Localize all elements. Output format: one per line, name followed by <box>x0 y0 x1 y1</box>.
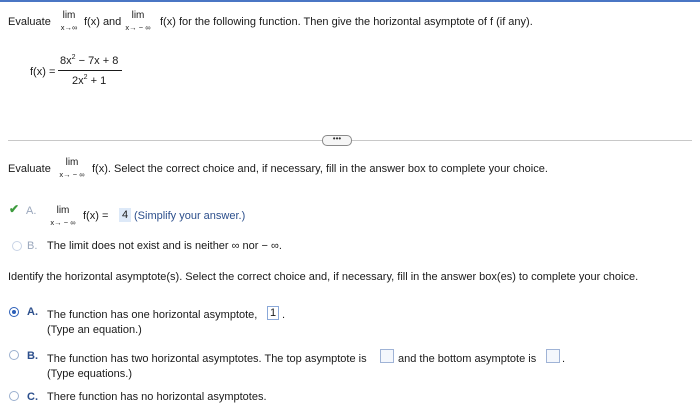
period-text: . <box>562 353 566 365</box>
part1-choice-a-text: f(x) = <box>83 210 109 222</box>
part1-answer-box[interactable]: 4 <box>119 208 131 222</box>
part1-prompt: f(x). Select the correct choice and, if necessary, fill in the answer box to complete your choice. <box>92 163 548 175</box>
function-denominator: $2x^2 + 1$ <box>72 74 107 87</box>
question-prefix: Evaluate <box>8 16 51 28</box>
part2-choice-a-hint: (Type an equation.) <box>47 324 142 336</box>
function-numerator: $8x^2 - 7x + 8$ <box>60 54 119 67</box>
function-lhs: f(x) = <box>30 66 56 78</box>
part2-choice-b-radio[interactable] <box>9 350 19 360</box>
part1-choice-b-text: The limit does not exist and is neither ∞ nor − ∞. <box>47 240 282 252</box>
part2-choice-c-text: There function has no horizontal asymptotes. <box>47 391 267 403</box>
part2-choice-b-text: The function has two horizontal asymptotes. The top asymptote is <box>47 353 367 365</box>
part1-choice-b-letter: B. <box>27 240 38 252</box>
part1-choice-b-radio[interactable] <box>12 241 22 251</box>
top-asymptote-input[interactable] <box>380 349 394 363</box>
limit-notation-neg-inf: lim x→ − ∞ <box>125 10 151 32</box>
correct-check-icon: ✔ <box>9 202 20 216</box>
question-fx-and: f(x) and <box>84 16 122 28</box>
part1-limit-notation: lim x→ − ∞ <box>59 157 85 179</box>
part1-prefix: Evaluate <box>8 163 51 175</box>
part2-choice-b-letter: B. <box>27 350 38 362</box>
part1-choice-a-letter: A. <box>26 205 37 217</box>
period-text: . <box>282 309 286 321</box>
bottom-asymptote-input[interactable] <box>546 349 560 363</box>
part2-choice-b-mid-text: and the bottom asymptote is <box>398 353 537 365</box>
part2-choice-a-text: The function has one horizontal asymptote, <box>47 309 258 321</box>
part1-choice-a-hint: (Simplify your answer.) <box>134 210 246 222</box>
part2-choice-a-letter: A. <box>27 306 38 318</box>
question-rest: f(x) for the following function. Then give the horizontal asymptote of f (if any). <box>160 16 533 28</box>
expand-collapse-button[interactable]: ••• <box>322 135 352 146</box>
part2-choice-a-radio[interactable] <box>9 307 19 317</box>
limit-notation-inf: lim x→∞ <box>60 10 78 32</box>
part2-prompt: Identify the horizontal asymptote(s). Select the correct choice and, if necessary, fill in the answer box(es) to complete your choice. <box>8 271 639 283</box>
part2-choice-c-letter: C. <box>27 391 38 403</box>
part1-choice-a-limit: lim x→ − ∞ <box>50 205 76 227</box>
fraction-bar <box>58 70 122 71</box>
top-border <box>0 0 700 2</box>
part2-choice-c-radio[interactable] <box>9 391 19 401</box>
part2-answer-box[interactable]: 1 <box>267 306 279 320</box>
part2-choice-b-hint: (Type equations.) <box>47 368 132 380</box>
